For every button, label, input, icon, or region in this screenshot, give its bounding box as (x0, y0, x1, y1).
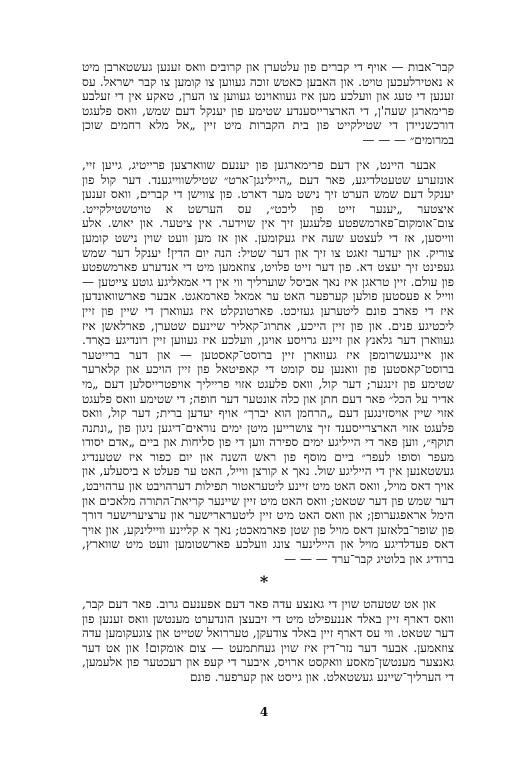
paragraph-text: און אט שטעהט שוין די גאנצע עדה פאר דעם אפענעם גרוב. פאר דעם קבר, וואס דארף זיין באלד אננעפילט מיט די זיבעצן הונדערט מענטשן וואס זענען פון דער שטאט. ווי עס דארף זיין באלד צודעקן, טעררואל שטייט און צוגעקומען עדה צוזאמען. אבער דער נזר־דין איז שוין געחתמעט — צום אומקום! און אט דער גאנצער מענטשן־מאסע וואקסט ארויס, איבער די קעפ און רעכטער פון אלעמען, די הערליך־שיינע געשטאלט. און גייסט און קערפער. פונם (82, 597, 454, 684)
paragraph-text: אבער היינט, אין דעם פרימארגען פון יענעם שווארצען פרייטיג, גייען זיי, אונזערע שטעטלדיגע, פאר דעם „היילינגן־ארט״ שטילשווייגענד. דער קול פון יענקל דעם שמש הערט זיך נישט מער דארט. פון צווישן די קברים, וואס זענען איצטער „יענער זייט פון ליכט״, עס הערשט א טויטשטילקייט. צום־אומקום־פארמשפטע פלעגען זיך אין שוידער. אין ציטער. און יאוש. אלע ווייסען, אז די לעצטע שעה איז געקומען. און אז מען וועט שוין נישט קומען צוריק. און יעדער זאגט צו זיך און דער שטיל: הנה יום הדין! יענקל דער שמש געפינט זיך יעצט דא. פון דער זייט פלויט, צוזאמען מיט די אנדערע פארמשפטע פון עולם. זיין טראגן איז נאך אביסל שוערליך ווי אין די אמאליגע גוטע צייטען — ווייל א פעסטען פולען קערפער האט ער אמאל פארמאגט. אבער פארשוואונדען איז די פארב פונם ליטערען געזיכט. פארטונקלט איז געווארן די שיין פון זיין ליכטיגע פנים. און פון זיין הייכע, אתרוג־קאליר שיינעם שטערן, פארלאשן איז געווארן דער גלאנץ און זיינע גרויסע אויגן, וועלכע איז געווען זיין רונדיגע באָרד. און איינגעשרומפן איז געווארן זיין ברוסט־קאסטען — און דער ברייטער ברוסט־קאסטען פון וואנען עס קומט די קאפיטאל פון זיין הויכע און קלארער שטימע פון זינגער; דער קול, וואס פלעגט אזוי פרייליך אויפטרייסלען דעם „מי אדיר על הכל״ פאר דעם חתן און כלה אונטער דער חופה; די שטימע וואס פלעגט אזוי שיין אויסזינגען דעם „הרחמן הוא יברך״ אויף יעדען ברית; דער קול, וואס פלעגט אזוי הארצרייסענד זיך צושרייען מיטן ימים נוראים־דיגען ניגון פון „ונתנה תוקף״, ווען פאר די הייליגע ימים ספירה ווען די פון סליחות און ביים „אדם יסודו מעפר וסופו לעפר״ ביים מוסף פון ראש השנה און יום כפור איז שטענדיג געשטאנען אין די הייליגע שול. נאך א קורצן ווייל, האט ער פעלט א ביסעלע, און אויך דאס מויל, וואס האט מיט זיינע ליטעראטור תפילות דערהויבט און ערהויבט, דער שמש פון דער שטאט; וואס האט מיט זיין שיינער קריאת־התורה מלאכים און הימל אראפגערופן; און וואס האט מיט זיין ליטערארישער און ערציערישער דורך פון שופר־בלאזען דאס מויל פון שטן פארמאכט; נאך א קליינע וויילינקע, און אויך דאס פעדלדיגע מויל און היילינער צונג וועלכע פארשטומען וועט מיט שווארץ, ברודיג און בלוטיג קבר־ערד — — — (82, 158, 454, 567)
paragraph-open-grave (82, 597, 454, 685)
paragraph-cemetery-tradition (82, 60, 454, 148)
paragraph-text: קבר־אבות — אויף די קברים פון עלטערן און קרובים וואס זענען געשטארבן מיט א נאטירלעכען טויט. און האבען כאטש זוכה געווען צו קומען צו קבר ישראל. עס זענען די טעג און וועלכע מען איז געוואוינט געווען צו הערן, טאקע אין די זעלבע פרימארגן שעה'ן, די הארצרייסענדע שטימע פון יענקל דעם שמש, וואס פלעגט דורכשניידן די שטילקייט פון בית הקברות מיט זיין „אל מלא רחמים שוכן במרומים״ — — — (82, 60, 454, 147)
paragraph-black-friday (82, 158, 454, 567)
page-number: 4 (259, 705, 269, 719)
section-separator: * (259, 572, 269, 591)
